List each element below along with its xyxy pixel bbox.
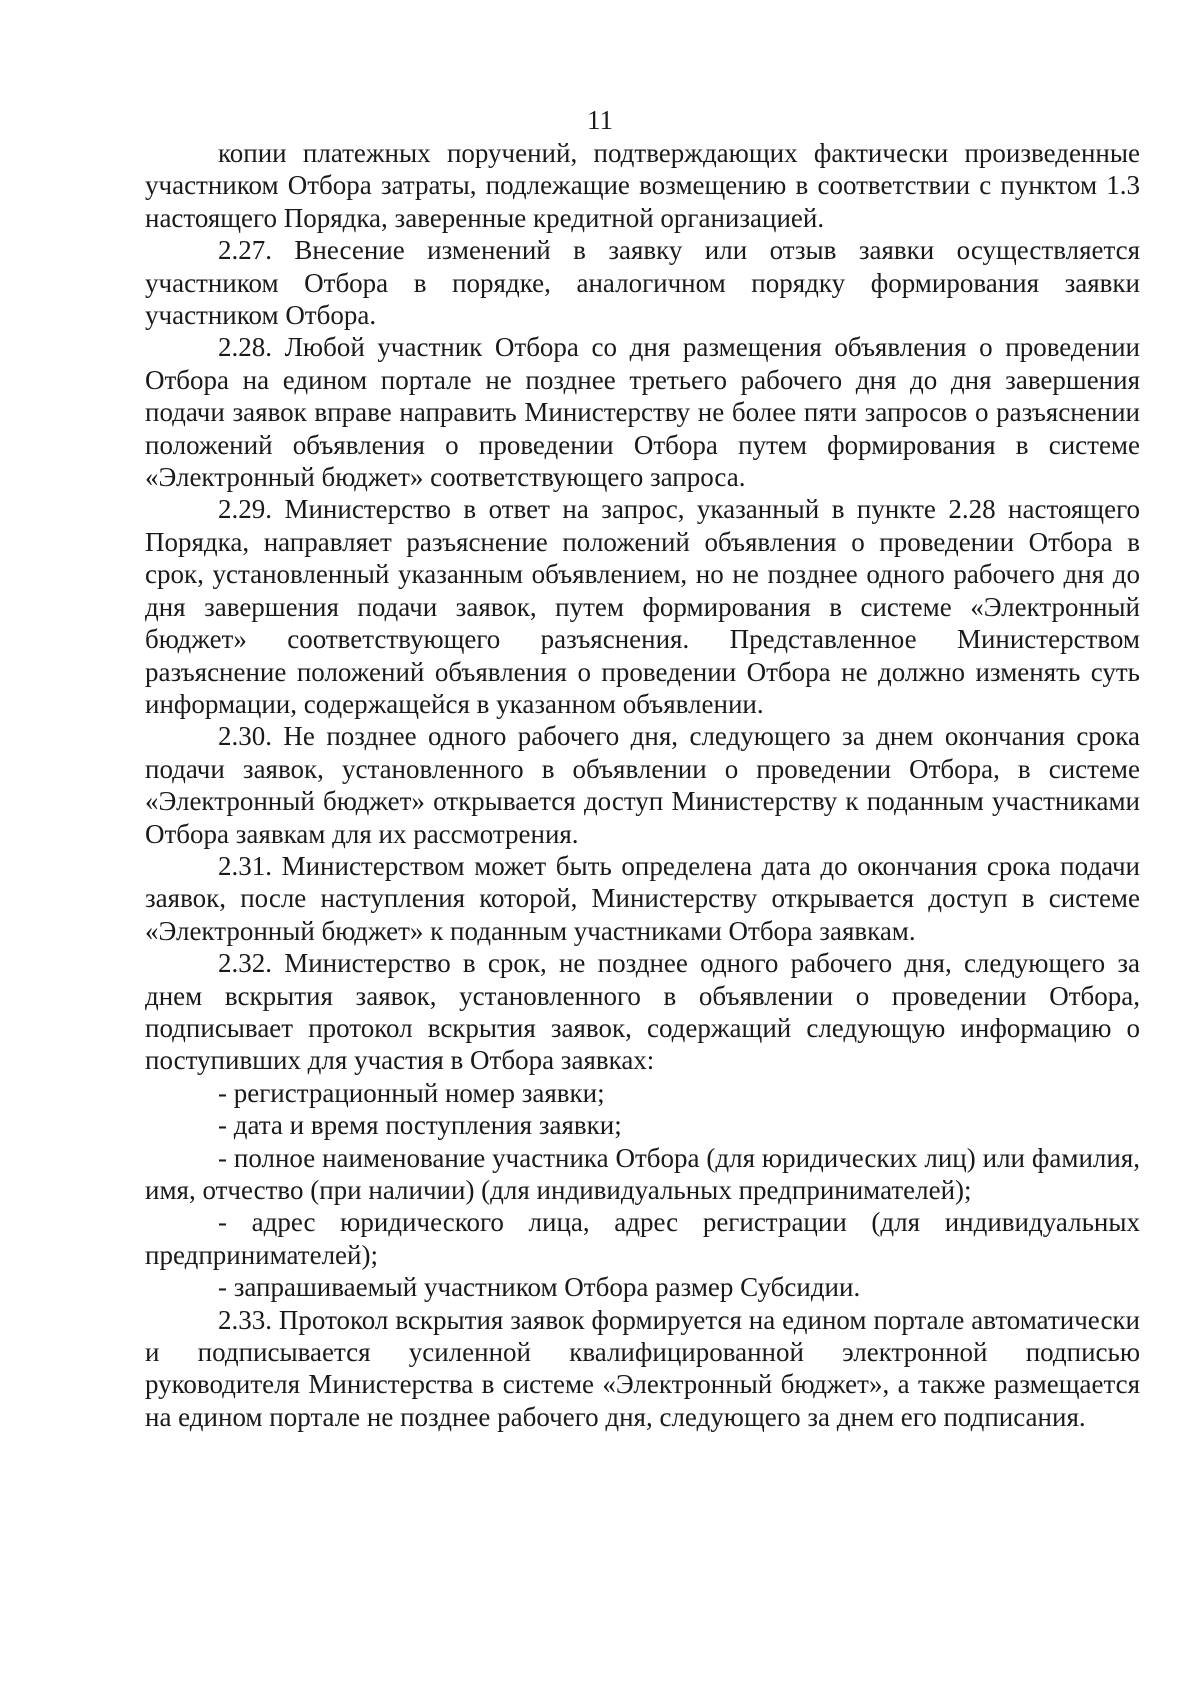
paragraph-2-32: 2.32. Министерство в срок, не позднее одного рабочего дня, следующего за днем вскрытия заявок, установленного в объявлении о проведении Отбора, подписывает протокол вскрытия заявок, содержащий следующую информацию о поступивших для участия в Отбора заявках:: [145, 948, 1140, 1076]
page-number: 11: [587, 105, 613, 135]
list-item-full-name: - полное наименование участника Отбора (для юридических лиц) или фамилия, имя, отчество (при наличии) (для индивидуальных предпринимателей);: [145, 1142, 1140, 1205]
paragraph-2-27: 2.27. Внесение изменений в заявку или отзыв заявки осуществляется участником Отбора в порядке, аналогичном порядку формирования заявки участником Отбора.: [145, 235, 1140, 331]
paragraph-payment-orders: копии платежных поручений, подтверждающих фактически произведенные участником Отбора затраты, подлежащие возмещению в соответствии с пунктом 1.3 настоящего Порядка, заверенные кредитной организацией.: [145, 138, 1140, 233]
list-item-subsidy-amount: - запрашиваемый участником Отбора размер Субсидии.: [218, 1272, 861, 1303]
paragraph-2-28: 2.28. Любой участник Отбора со дня размещения объявления о проведении Отбора на едином портале не позднее третьего рабочего дня до дня завершения подачи заявок вправе направить Министерству не более пяти запросов о разъяснении положений объявления о проведении Отбора путем формирования в системе «Электронный бюджет» соответствующего запроса.: [145, 332, 1140, 493]
list-item-registration-number: - регистрационный номер заявки;: [218, 1077, 605, 1108]
document-body: [145, 137, 1140, 1433]
paragraph-2-30: 2.30. Не позднее одного рабочего дня, следующего за днем окончания срока подачи заявок, установленного в объявлении о проведении Отбора, в системе «Электронный бюджет» открывается доступ Министерству к поданным участниками Отбора заявкам для их рассмотрения.: [145, 721, 1140, 849]
paragraph-2-33: 2.33. Протокол вскрытия заявок формируется на едином портале автоматически и подписывается усиленной квалифицированной электронной подписью руководителя Министерства в системе «Электронный бюджет», а также размещается на едином портале не позднее рабочего дня, следующего за днем его подписания.: [145, 1304, 1140, 1432]
paragraph-2-31: 2.31. Министерством может быть определена дата до окончания срока подачи заявок, после наступления которой, Министерству открывается доступ в системе «Электронный бюджет» к поданным участниками Отбора заявкам.: [145, 850, 1140, 946]
list-item-address: - адрес юридического лица, адрес регистрации (для индивидуальных предпринимателей);: [145, 1207, 1140, 1270]
list-item-date-time: - дата и время поступления заявки;: [218, 1110, 622, 1141]
paragraph-2-29: 2.29. Министерство в ответ на запрос, указанный в пункте 2.28 настоящего Порядка, направляет разъяснение положений объявления о проведении Отбора в срок, установленный указанным объявлением, но не позднее одного рабочего дня до дня завершения подачи заявок, путем формирования в системе «Электронный бюджет» соответствующего разъяснения. Представленное Министерством разъяснение положений объявления о проведении Отбора не должно изменять суть информации, содержащейся в указанном объявлении.: [145, 494, 1140, 719]
